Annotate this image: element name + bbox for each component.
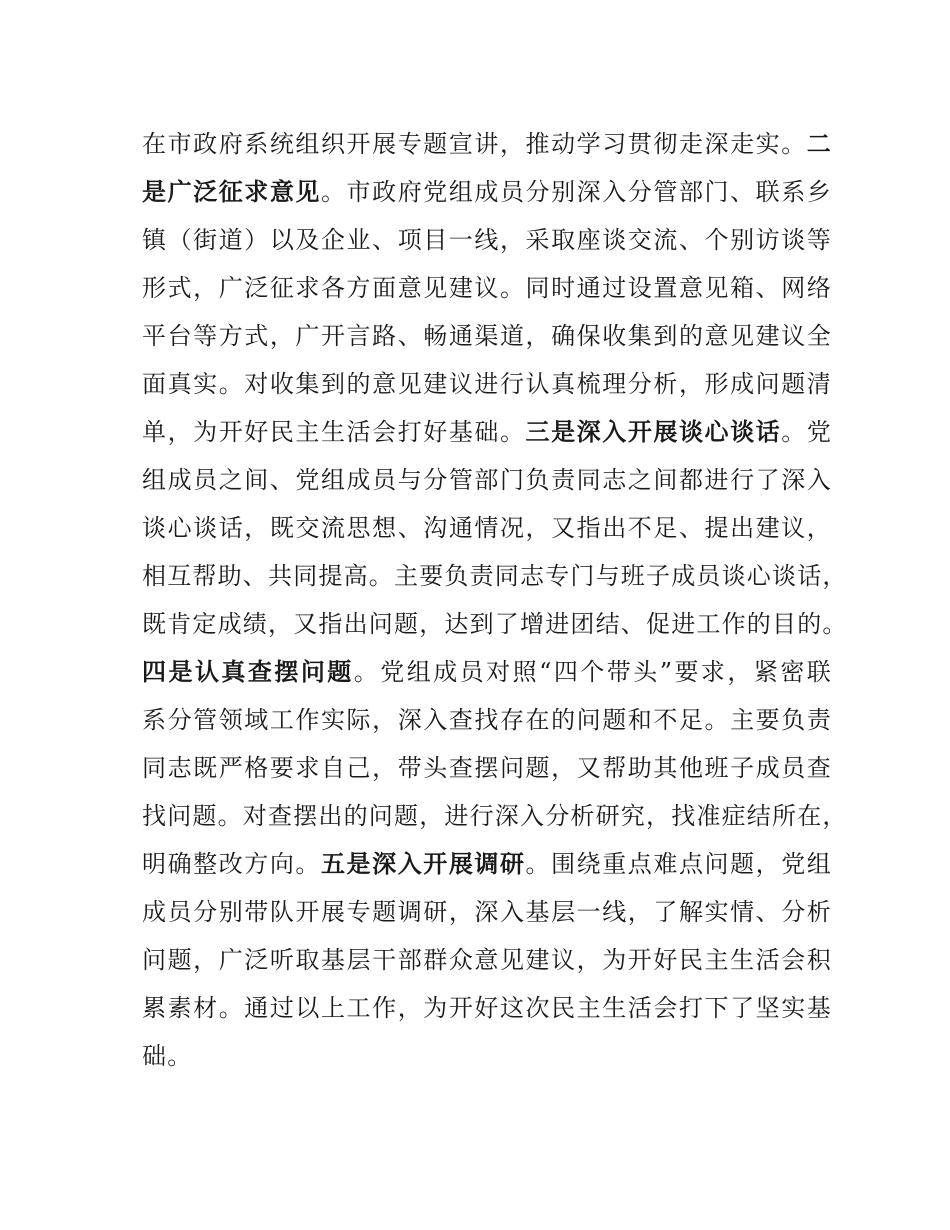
text-line-14: 同志既严格要求自己，带头查摆问题，又帮助其他班子成员查	[142, 754, 832, 782]
text-line-6: 面真实。对收集到的意见建议进行认真梳理分析，形成问题清	[142, 370, 832, 398]
text-line-15: 找问题。对查摆出的问题，进行深入分析研究，找准症结所在，	[142, 802, 848, 830]
text-line-3: 镇（街道）以及企业、项目一线，采取座谈交流、个别访谈等	[142, 226, 832, 254]
text-line-8: 组成员之间、党组成员与分管部门负责同志之间都进行了深入	[142, 466, 832, 494]
text-line-10: 相互帮助、共同提高。主要负责同志专门与班子成员谈心谈话，	[142, 562, 848, 590]
text-line-5: 平台等方式，广开言路、畅通渠道，确保收集到的意见建议全	[142, 322, 832, 350]
text-line-17: 成员分别带队开展专题调研，深入基层一线，了解实情、分析	[142, 898, 832, 926]
text-line-20: 础。	[142, 1042, 193, 1070]
text-line-9: 谈心谈话，既交流思想、沟通情况，又指出不足、提出建议，	[142, 514, 832, 542]
text-line-4: 形式，广泛征求各方面意见建议。同时通过设置意见箱、网络	[142, 274, 832, 302]
text-line-1: 在市政府系统组织开展专题宣讲，推动学习贯彻走深走实。二	[142, 130, 832, 158]
text-line-16: 明确整改方向。五是深入开展调研。围绕重点难点问题，党组	[142, 850, 832, 878]
text-line-11: 既肯定成绩，又指出问题，达到了增进团结、促进工作的目的。	[142, 610, 848, 638]
text-line-7: 单，为开好民主生活会打好基础。三是深入开展谈心谈话。党	[142, 418, 833, 446]
text-line-18: 问题，广泛听取基层干部群众意见建议，为开好民主生活会积	[142, 946, 832, 974]
text-line-12: 四是认真查摆问题。党组成员对照“四个带头”要求，紧密联	[142, 658, 832, 686]
text-line-2: 是广泛征求意见。市政府党组成员分别深入分管部门、联系乡	[142, 178, 832, 206]
text-line-19: 累素材。通过以上工作，为开好这次民主生活会打下了坚实基	[142, 994, 832, 1022]
text-line-13: 系分管领域工作实际，深入查找存在的问题和不足。主要负责	[142, 706, 832, 734]
